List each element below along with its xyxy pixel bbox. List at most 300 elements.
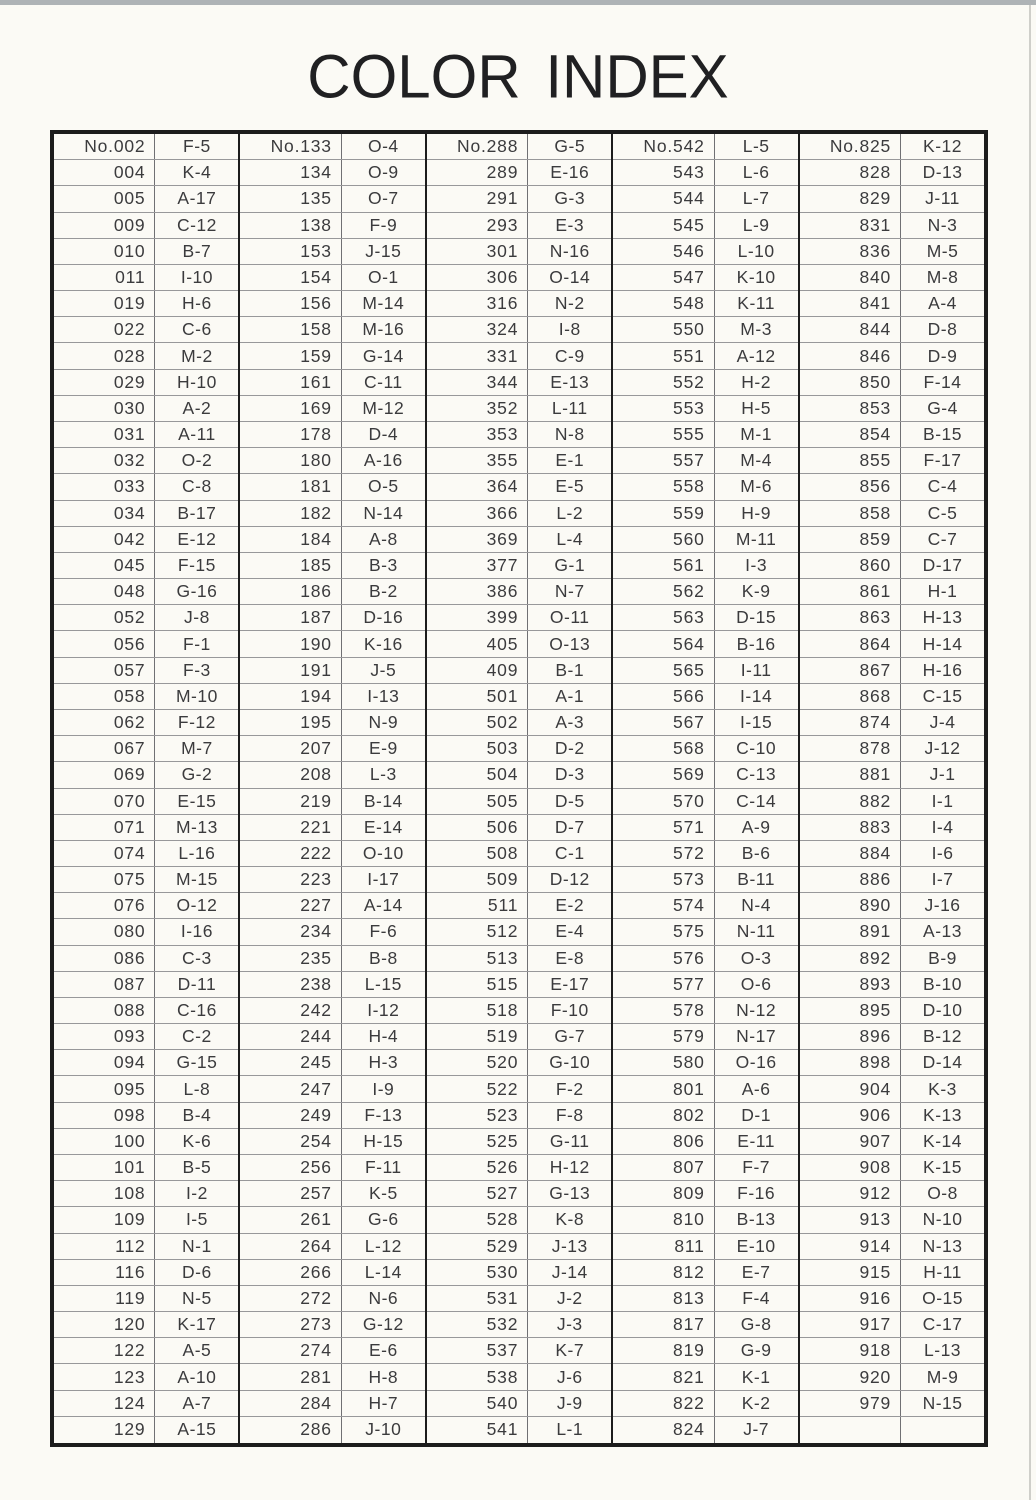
table-row [800,1364,984,1390]
table-row [800,134,984,160]
position-code-cell: G-7 [554,1026,586,1047]
position-code-cell: G-8 [740,1314,772,1335]
position-code-cell: F-9 [369,214,398,235]
color-number-cell: 124 [54,1391,155,1416]
table-row [54,1364,238,1390]
color-number-cell: 324 [427,317,528,342]
table-row [613,1260,797,1286]
table-row [54,448,238,474]
color-number-cell: 915 [800,1260,901,1285]
table-row [240,867,424,893]
table-row [800,422,984,448]
table-row [800,160,984,186]
table-row [613,239,797,265]
position-code-cell: N-8 [554,424,585,445]
table-row [54,527,238,553]
table-row [240,1155,424,1181]
table-row [427,370,611,396]
table-row [427,919,611,945]
color-number-cell: 161 [240,370,341,395]
table-row [613,1338,797,1364]
position-code-cell: F-12 [177,712,216,733]
table-row [427,1076,611,1102]
color-number-cell: No.825 [800,134,901,159]
position-code-cell: D-14 [922,1052,963,1073]
position-code-cell: H-7 [368,1392,399,1413]
table-row [800,684,984,710]
table-row [427,631,611,657]
table-row [240,1181,424,1207]
color-number-cell: 238 [240,972,341,997]
table-row [613,579,797,605]
table-row [613,134,797,160]
position-code-cell: A-9 [741,816,771,837]
table-row [427,186,611,212]
color-number-cell: 207 [240,736,341,761]
table-row [54,1024,238,1050]
table-row [613,1129,797,1155]
position-code-cell: B-5 [182,1157,212,1178]
position-code-cell: N-4 [741,895,771,916]
position-code-cell: E-14 [363,816,403,837]
position-code-cell: B-14 [363,790,403,811]
table-row [800,317,984,343]
table-row [240,1103,424,1129]
position-code-cell: E-16 [550,162,590,183]
color-number-cell: 502 [427,710,528,735]
color-number-cell: 249 [240,1103,341,1128]
color-number-cell: 242 [240,998,341,1023]
position-code-cell: E-1 [555,450,585,471]
color-number-cell: 123 [54,1364,155,1389]
color-number-cell: 564 [613,631,714,656]
table-row [240,396,424,422]
color-number-cell: 095 [54,1076,155,1101]
table-row [427,946,611,972]
color-number-cell: 867 [800,658,901,683]
position-code-cell: K-16 [363,633,403,654]
table-row [54,736,238,762]
table-row [613,317,797,343]
table-row [427,605,611,631]
color-number-cell: 509 [427,867,528,892]
position-code-cell: M-9 [926,1366,959,1387]
position-code-cell: L-2 [556,502,584,523]
position-code-cell: D-11 [177,973,217,994]
position-code-cell: B-17 [177,502,217,523]
table-row [427,893,611,919]
table-row [613,265,797,291]
position-code-cell: H-16 [922,659,963,680]
table-row [427,972,611,998]
table-row [54,1417,238,1443]
color-number-cell: 912 [800,1181,901,1206]
position-code-cell: H-14 [922,633,963,654]
position-code-cell: L-10 [737,240,775,261]
position-code-cell: H-4 [368,1026,399,1047]
position-code-cell: A-14 [363,895,403,916]
table-group [54,134,240,1443]
color-number-cell: 503 [427,736,528,761]
table-row [240,893,424,919]
position-code-cell: N-1 [182,1235,212,1256]
color-number-cell: 566 [613,684,714,709]
color-number-cell: 261 [240,1207,341,1232]
position-code-cell: L-5 [742,136,770,157]
table-row [240,501,424,527]
color-number-cell: 032 [54,448,155,473]
table-row [800,186,984,212]
position-code-cell: A-11 [178,424,216,445]
color-number-cell: 916 [800,1286,901,1311]
color-number-cell: 086 [54,946,155,971]
table-row [800,841,984,867]
color-number-cell: 256 [240,1155,341,1180]
position-code-cell: C-6 [182,319,212,340]
position-code-cell: C-13 [736,764,777,785]
table-row [427,1391,611,1417]
color-number-cell: 855 [800,448,901,473]
color-number-cell: 552 [613,370,714,395]
color-number-cell: 853 [800,396,901,421]
position-code-cell: M-6 [740,476,772,497]
position-code-cell: K-6 [182,1130,212,1151]
position-code-cell: G-10 [549,1052,591,1073]
position-code-cell: F-16 [737,1183,776,1204]
position-code-cell: E-15 [177,790,217,811]
position-code-cell: G-13 [549,1183,591,1204]
color-number-cell: 031 [54,422,155,447]
color-number-cell: 134 [240,160,341,185]
color-number-cell: 884 [800,841,901,866]
color-number-cell: 074 [54,841,155,866]
color-number-cell: 254 [240,1129,341,1154]
position-code-cell: J-16 [924,895,961,916]
table-row [427,867,611,893]
position-code-cell: A-12 [736,345,776,366]
color-number-cell: 809 [613,1181,714,1206]
position-code-cell: N-11 [736,921,776,942]
color-number-cell: 138 [240,213,341,238]
position-code-cell: B-8 [368,947,398,968]
color-number-cell: 565 [613,658,714,683]
color-number-cell: 573 [613,867,714,892]
position-code-cell: M-14 [362,293,405,314]
position-code-cell: E-12 [177,528,217,549]
table-row [427,998,611,1024]
color-number-cell: 219 [240,789,341,814]
position-code-cell: B-12 [923,1026,963,1047]
table-row [800,1076,984,1102]
color-number-cell: 005 [54,186,155,211]
color-number-cell: 883 [800,815,901,840]
color-number-cell: 553 [613,396,714,421]
color-number-cell: 918 [800,1338,901,1363]
table-row [427,1312,611,1338]
color-number-cell: 874 [800,710,901,735]
position-code-cell: K-14 [923,1130,963,1151]
color-number-cell: 208 [240,762,341,787]
position-code-cell: I-2 [185,1183,208,1204]
color-number-cell: 122 [54,1338,155,1363]
position-code-cell: B-15 [923,424,963,445]
position-code-cell: I-5 [185,1209,208,1230]
color-number-cell: 022 [54,317,155,342]
color-number-cell: 109 [54,1207,155,1232]
color-number-cell: 850 [800,370,901,395]
table-row [800,1129,984,1155]
position-code-cell: B-3 [368,554,398,575]
table-row [427,1260,611,1286]
position-code-cell: I-12 [367,1000,400,1021]
position-code-cell: M-4 [740,450,772,471]
position-code-cell: K-5 [368,1183,398,1204]
color-number-cell: 178 [240,422,341,447]
position-code-cell: C-14 [736,790,777,811]
color-number-cell: 538 [427,1364,528,1389]
table-row [54,1391,238,1417]
position-code-cell: I-14 [740,685,773,706]
color-number-cell: 543 [613,160,714,185]
table-row [613,213,797,239]
color-number-cell: 861 [800,579,901,604]
table-row [613,867,797,893]
table-row [54,1050,238,1076]
position-code-cell: C-12 [176,214,217,235]
table-row [427,1234,611,1260]
color-number-cell: 034 [54,501,155,526]
color-number-cell: 529 [427,1234,528,1259]
position-code-cell: K-11 [737,293,775,314]
table-row [613,1155,797,1181]
position-code-cell: O-16 [735,1052,777,1073]
position-code-cell: K-8 [555,1209,585,1230]
position-code-cell: B-13 [736,1209,776,1230]
color-number-cell: 546 [613,239,714,264]
color-number-cell: 184 [240,527,341,552]
position-code-cell: O-2 [181,450,213,471]
table-row [427,1364,611,1390]
table-row [800,239,984,265]
position-code-cell: F-3 [183,659,211,680]
position-code-cell: J-12 [924,738,961,759]
position-code-cell: O-1 [367,266,399,287]
position-code-cell: M-7 [181,738,213,759]
position-code-cell [901,1417,984,1443]
position-code-cell: L-9 [742,214,770,235]
position-code-cell: B-16 [736,633,776,654]
table-row [427,396,611,422]
table-row [613,1364,797,1390]
table-row [800,867,984,893]
color-number-cell: 108 [54,1181,155,1206]
color-number-cell: 914 [800,1234,901,1259]
table-row [427,160,611,186]
color-number-cell: 080 [54,919,155,944]
position-code-cell: M-3 [740,319,772,340]
table-row [800,1155,984,1181]
position-code-cell: C-5 [927,502,958,523]
table-row [613,1207,797,1233]
position-code-cell: N-2 [554,293,585,314]
color-number-cell: 409 [427,658,528,683]
table-row [54,343,238,369]
table-row [613,527,797,553]
position-code-cell: C-11 [363,371,403,392]
table-row [54,160,238,186]
table-row [800,1181,984,1207]
position-code-cell: A-10 [177,1366,217,1387]
color-number-cell: 088 [54,998,155,1023]
color-number-cell: 893 [800,972,901,997]
position-code-cell: F-1 [183,633,211,654]
color-number-cell: 806 [613,1129,714,1154]
table-row [240,1207,424,1233]
position-code-cell: N-16 [549,240,590,261]
table-row [54,1076,238,1102]
color-number-cell: 541 [427,1417,528,1443]
table-row [427,815,611,841]
color-number-cell: 221 [240,815,341,840]
color-number-cell: 858 [800,501,901,526]
table-row [800,972,984,998]
table-row [54,1181,238,1207]
color-number-cell: 569 [613,762,714,787]
table-row [54,134,238,160]
position-code-cell: J-7 [743,1419,770,1440]
color-number-cell: 273 [240,1312,341,1337]
color-number-cell: 045 [54,553,155,578]
color-number-cell: 353 [427,422,528,447]
color-number-cell: 190 [240,631,341,656]
table-row [54,841,238,867]
table-row [54,998,238,1024]
table-row [613,815,797,841]
table-row [427,527,611,553]
position-code-cell: J-1 [929,764,956,785]
color-number-cell: 293 [427,213,528,238]
position-code-cell: F-17 [923,450,962,471]
position-code-cell: B-2 [368,581,398,602]
color-number-cell: 904 [800,1076,901,1101]
color-number-cell: 272 [240,1286,341,1311]
position-code-cell: F-2 [555,1078,584,1099]
color-number-cell: 807 [613,1155,714,1180]
position-code-cell: A-17 [177,188,217,209]
table-row [240,1417,424,1443]
table-row [613,841,797,867]
page-title: COLOR INDEX [307,42,729,111]
position-code-cell: F-7 [742,1157,770,1178]
table-row [613,919,797,945]
color-number-cell: 286 [240,1417,341,1443]
table-row [427,762,611,788]
table-row [613,1050,797,1076]
position-code-cell: J-6 [556,1366,583,1387]
position-code-cell: M-16 [362,319,405,340]
table-row [240,579,424,605]
position-code-cell: O-8 [927,1183,958,1204]
color-number-cell: 557 [613,448,714,473]
color-number-cell: 195 [240,710,341,735]
position-code-cell: J-4 [929,712,956,733]
table-row [240,1050,424,1076]
color-number-cell: 579 [613,1024,714,1049]
position-code-cell: D-16 [363,607,404,628]
color-number-cell: 135 [240,186,341,211]
table-row [427,291,611,317]
table-row [800,998,984,1024]
position-code-cell: F-11 [364,1157,402,1178]
color-number-cell: 235 [240,946,341,971]
color-number-cell: 029 [54,370,155,395]
position-code-cell: F-5 [183,136,211,157]
color-number-cell: 878 [800,736,901,761]
position-code-cell: M-10 [175,685,218,706]
color-number-cell: 076 [54,893,155,918]
position-code-cell: N-6 [368,1288,399,1308]
position-code-cell: H-2 [741,371,771,392]
table-row [240,527,424,553]
position-code-cell: I-8 [558,319,581,340]
position-code-cell: D-13 [922,162,963,183]
table-row [54,186,238,212]
position-code-cell: E-2 [555,895,585,916]
color-number-cell: 567 [613,710,714,735]
color-number-cell: 094 [54,1050,155,1075]
color-number-cell: 071 [54,815,155,840]
color-number-cell: 824 [613,1417,714,1443]
table-row [613,1417,797,1443]
table-row [427,710,611,736]
color-number-cell: 898 [800,1050,901,1075]
table-row [800,1024,984,1050]
position-code-cell: D-17 [922,554,963,575]
color-number-cell: No.542 [613,134,714,159]
position-code-cell: K-9 [741,581,771,602]
position-code-cell: B-6 [741,842,771,863]
color-number-cell: 386 [427,579,528,604]
position-code-cell: J-11 [925,188,960,209]
position-code-cell: N-13 [922,1235,963,1256]
table-row [800,710,984,736]
position-code-cell: N-7 [554,581,585,602]
color-number-cell: 864 [800,631,901,656]
color-number-cell: 234 [240,919,341,944]
position-code-cell: E-11 [737,1130,775,1151]
color-number-cell: 377 [427,553,528,578]
color-number-cell: 829 [800,186,901,211]
color-number-cell: 859 [800,527,901,552]
color-number-cell: 527 [427,1181,528,1206]
position-code-cell: C-17 [922,1314,963,1335]
color-number-cell: 405 [427,631,528,656]
color-number-cell: 886 [800,867,901,892]
color-number-cell: 892 [800,946,901,971]
table-row [427,1181,611,1207]
color-number-cell: 520 [427,1050,528,1075]
table-row [427,1286,611,1312]
position-code-cell: E-3 [555,214,585,235]
position-code-cell: C-10 [736,738,777,759]
position-code-cell: H-8 [368,1366,399,1387]
color-number-cell: 093 [54,1024,155,1049]
color-number-cell: 120 [54,1312,155,1337]
color-number-cell: 821 [613,1364,714,1389]
table-row [800,736,984,762]
position-code-cell: I-17 [367,869,400,890]
position-code-cell: G-6 [367,1209,399,1230]
